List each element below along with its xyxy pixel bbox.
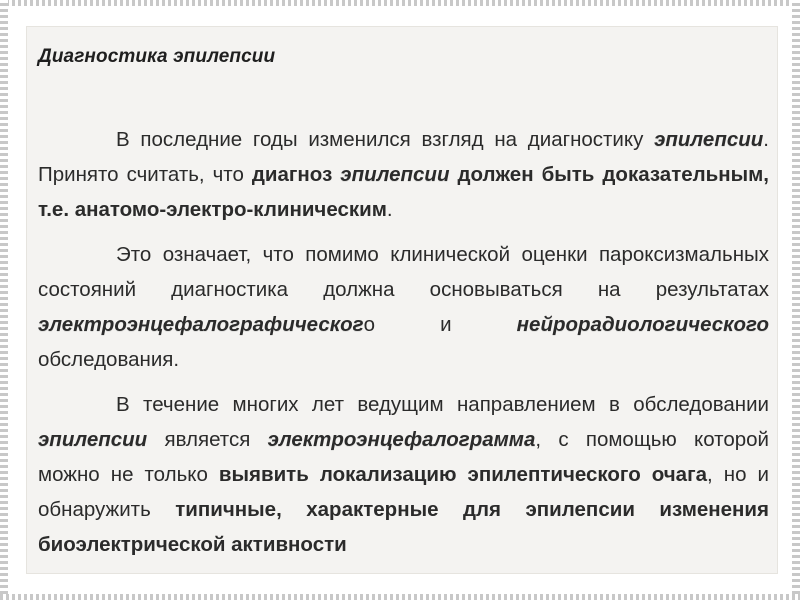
text-run: . [386,198,393,221]
frame-edge-right [792,0,800,600]
text-run: , с помощью которой можно не только [38,428,769,486]
slide-content [26,26,778,574]
text-run: эпилепсии [340,163,450,186]
text-run: нейрорадиологического [516,313,769,336]
paragraph [38,387,769,562]
text-run: . Принято считать, что [38,128,769,186]
text-run: эпилепсии [654,128,764,151]
frame-edge-top [0,0,800,6]
text-run: В последние годы изменился взгляд на диагностику [116,128,655,151]
text-run: о и [363,313,517,336]
text-run: электроэнцефалограмма [267,428,536,451]
text-run: эпилепсии [38,428,148,451]
frame-edge-bottom [0,594,800,600]
slide-title: Диагностика эпилепсии [38,46,276,67]
text-run: обследования. [38,348,180,371]
text-run: электроэнцефалографическог [38,313,364,336]
text-run: диагноз [251,163,341,186]
text-run: В течение многих лет ведущим направлением в обследовании [116,393,769,416]
text-run: является [147,428,268,451]
slide-body [38,122,769,572]
paragraph [38,237,769,377]
text-run: типичные, характерные для эпилепсии изменения биоэлектрической активности [38,498,769,556]
paragraph [38,122,769,227]
text-run: , но и обнаружить [38,463,769,521]
frame-edge-left [0,0,8,600]
text-run: выявить локализацию эпилептического очага [218,463,708,486]
text-run: Это означает, что помимо клинической оценки пароксизмальных состояний диагностика должна основываться на результатах [38,243,769,301]
text-run: должен быть доказательным, т.е. анатомо-электро-клиническим [38,163,770,221]
